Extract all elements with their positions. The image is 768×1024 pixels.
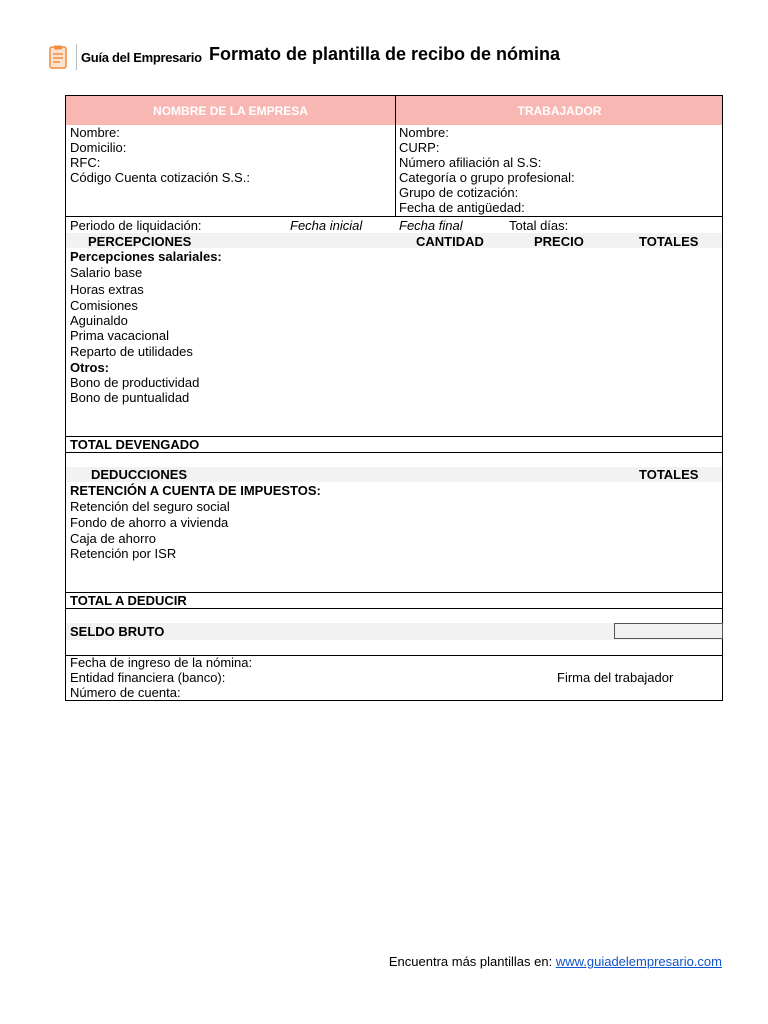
total-a-deducir: TOTAL A DEDUCIR xyxy=(70,593,187,608)
worker-curp-label: CURP: xyxy=(399,140,440,155)
divider xyxy=(66,452,722,453)
list-item: Retención del seguro social xyxy=(70,499,230,514)
deducciones-heading: DEDUCCIONES xyxy=(91,467,188,482)
brand-divider xyxy=(76,44,77,70)
worker-heading: TRABAJADOR xyxy=(517,104,602,118)
seldo-bruto-value-box[interactable] xyxy=(614,623,723,639)
total-devengado: TOTAL DEVENGADO xyxy=(70,437,200,452)
salarial-heading: Percepciones salariales: xyxy=(70,249,222,264)
list-item: Bono de puntualidad xyxy=(70,390,190,405)
seldo-bruto-label: SELDO BRUTO xyxy=(70,624,165,639)
worker-group-label: Grupo de cotización: xyxy=(399,185,519,200)
company-name-label: Nombre: xyxy=(70,125,120,140)
col-totales: TOTALES xyxy=(639,234,699,249)
percepciones-heading: PERCEPCIONES xyxy=(88,234,192,249)
retencion-heading: RETENCIÓN A CUENTA DE IMPUESTOS: xyxy=(70,483,321,498)
worker-ss-number-label: Número afiliación al S.S: xyxy=(399,155,542,170)
divider xyxy=(66,608,722,609)
brand-name: Guía del Empresario xyxy=(81,50,202,65)
footer-link[interactable]: www.guiadelempresario.com xyxy=(555,954,722,969)
list-item: Reparto de utilidades xyxy=(70,344,193,359)
fecha-ingreso-label: Fecha de ingreso de la nómina: xyxy=(70,655,253,670)
company-address-label: Domicilio: xyxy=(70,140,127,155)
period-start-label: Fecha inicial xyxy=(290,218,363,233)
period-end-label: Fecha final xyxy=(399,218,463,233)
list-item: Prima vacacional xyxy=(70,328,169,343)
divider xyxy=(66,216,722,217)
page-title: Formato de plantilla de recibo de nómina xyxy=(209,44,561,64)
list-item: Horas extras xyxy=(70,282,144,297)
otros-heading: Otros: xyxy=(70,360,109,375)
list-item: Caja de ahorro xyxy=(70,531,156,546)
entidad-financiera-label: Entidad financiera (banco): xyxy=(70,670,226,685)
list-item: Retención por ISR xyxy=(70,546,177,561)
payroll-receipt-form xyxy=(65,95,723,701)
deducciones-col-totales: TOTALES xyxy=(639,467,699,482)
col-precio: PRECIO xyxy=(534,234,584,249)
document-logo-icon xyxy=(49,45,67,69)
list-item: Salario base xyxy=(70,265,143,280)
list-item: Bono de productividad xyxy=(70,375,200,390)
worker-category-label: Categoría o grupo profesional: xyxy=(399,170,575,185)
period-days-label: Total días: xyxy=(509,218,569,233)
worker-seniority-label: Fecha de antigüedad: xyxy=(399,200,525,215)
footer-text: Encuentra más plantillas en: xyxy=(388,954,553,969)
company-heading: NOMBRE DE LA EMPRESA xyxy=(153,104,308,118)
numero-cuenta-label: Número de cuenta: xyxy=(70,685,181,700)
list-item: Comisiones xyxy=(70,298,138,313)
company-rfc-label: RFC: xyxy=(70,155,101,170)
company-ss-code-label: Código Cuenta cotización S.S.: xyxy=(70,170,250,185)
worker-name-label: Nombre: xyxy=(399,125,449,140)
top-divider xyxy=(395,96,396,216)
list-item: Aguinaldo xyxy=(70,313,128,328)
col-cantidad: CANTIDAD xyxy=(416,234,484,249)
period-label: Periodo de liquidación: xyxy=(70,218,202,233)
footer-note xyxy=(389,954,722,969)
firma-trabajador-label: Firma del trabajador xyxy=(557,670,674,685)
list-item: Fondo de ahorro a vivienda xyxy=(70,515,229,530)
